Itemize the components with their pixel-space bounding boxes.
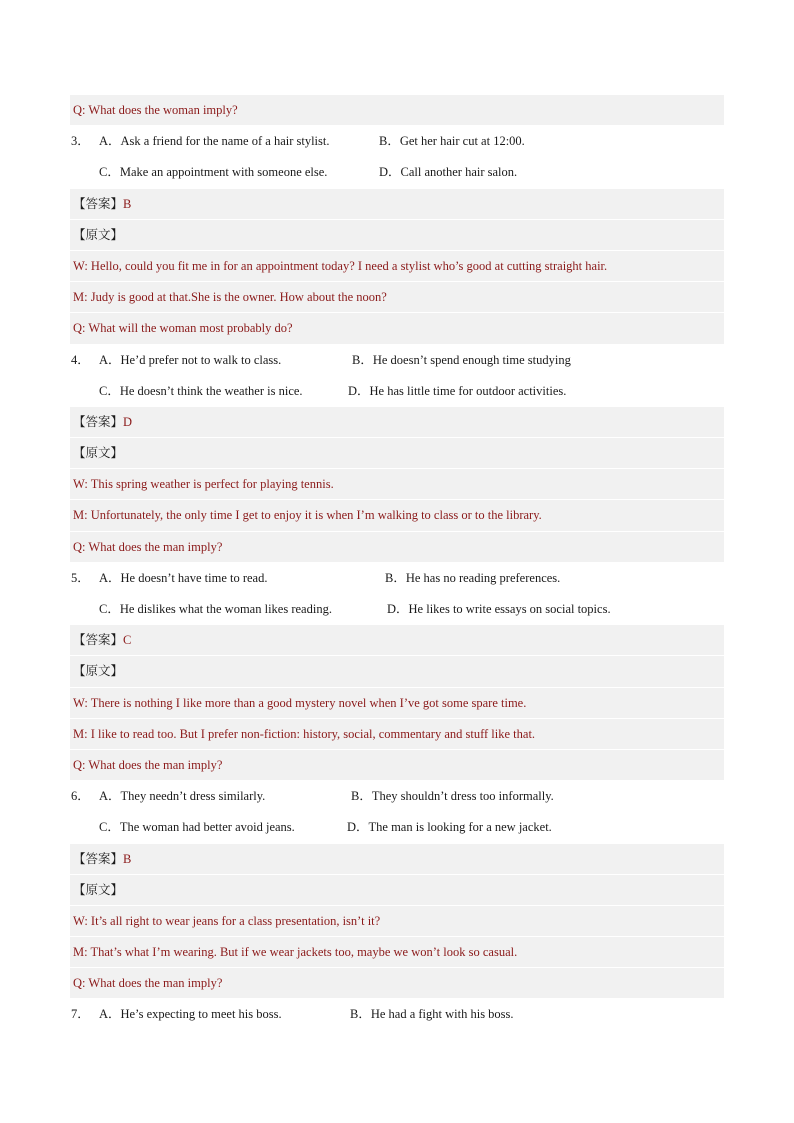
option-b: B．He has no reading preferences. <box>385 570 561 585</box>
question-number: 3． <box>71 134 90 149</box>
question-3-row-ab <box>70 126 724 157</box>
dialog-line: Q: What does the man imply? <box>70 968 724 999</box>
answer-value: B <box>123 196 132 211</box>
dialog-line: Q: What will the woman most probably do? <box>70 313 724 344</box>
answer-value: D <box>123 414 133 429</box>
question-4-row-cd <box>70 376 724 407</box>
dialog-line: Q: What does the man imply? <box>70 532 724 563</box>
document-page <box>70 95 724 1031</box>
option-a: A．They needn’t dress similarly. <box>99 789 266 804</box>
question-number: 4． <box>71 352 90 367</box>
source-label-row <box>70 875 724 906</box>
dialog-line: W: This spring weather is perfect for playing tennis. <box>70 469 724 500</box>
option-c: C．He dislikes what the woman likes reading. <box>99 602 332 616</box>
option-c: C．He doesn’t think the weather is nice. <box>99 383 303 398</box>
option-a: A．He’s expecting to meet his boss. <box>99 1007 282 1022</box>
question-6-row-ab <box>70 781 724 812</box>
option-c: C．Make an appointment with someone else. <box>99 165 328 180</box>
question-5-row-cd <box>70 594 724 625</box>
option-d: D．The man is looking for a new jacket. <box>347 820 552 835</box>
question-3-row-cd <box>70 157 724 188</box>
dialog-line: Q: What does the woman imply? <box>70 95 724 126</box>
question-number: 7． <box>71 1007 90 1022</box>
answer-label: 【答案】 <box>73 414 124 429</box>
question-6-row-cd <box>70 812 724 843</box>
source-label-row <box>70 438 724 469</box>
answer-row <box>70 625 724 656</box>
dialog-line: W: Hello, could you fit me in for an appointment today? I need a stylist who’s good at cutting straight hair. <box>70 251 724 282</box>
dialog-line: M: That’s what I’m wearing. But if we wear jackets too, maybe we won’t look so casual. <box>70 937 724 968</box>
option-a: A．Ask a friend for the name of a hair stylist. <box>99 134 330 149</box>
dialog-line: M: Judy is good at that.She is the owner. How about the noon? <box>70 282 724 313</box>
source-label: 【原文】 <box>73 882 124 897</box>
answer-label: 【答案】 <box>73 633 124 648</box>
source-label-row <box>70 656 724 687</box>
answer-value: C <box>123 633 132 648</box>
option-d: D．He likes to write essays on social topics. <box>387 602 611 616</box>
source-label: 【原文】 <box>73 664 124 679</box>
dialog-line: Q: What does the man imply? <box>70 750 724 781</box>
question-number: 6． <box>71 789 90 804</box>
option-c: C．The woman had better avoid jeans. <box>99 820 295 835</box>
option-d: D．He has little time for outdoor activities. <box>348 383 567 398</box>
option-b: B．Get her hair cut at 12:00. <box>379 134 525 149</box>
question-7-row-ab <box>70 999 724 1030</box>
dialog-line: M: Unfortunately, the only time I get to enjoy it is when I’m walking to class or to the library. <box>70 500 724 531</box>
option-a: A．He doesn’t have time to read. <box>99 570 268 585</box>
question-number: 5． <box>71 570 90 585</box>
dialog-line: W: It’s all right to wear jeans for a class presentation, isn’t it? <box>70 906 724 937</box>
option-b: B．He doesn’t spend enough time studying <box>352 352 571 367</box>
answer-label: 【答案】 <box>73 851 124 866</box>
option-a: A．He’d prefer not to walk to class. <box>99 352 282 367</box>
question-4-row-ab <box>70 345 724 376</box>
dialog-line: W: There is nothing I like more than a good mystery novel when I’ve got some spare time. <box>70 688 724 719</box>
question-5-row-ab <box>70 563 724 594</box>
answer-row <box>70 407 724 438</box>
source-label: 【原文】 <box>73 446 124 461</box>
answer-row <box>70 189 724 220</box>
answer-value: B <box>123 851 132 866</box>
source-label: 【原文】 <box>73 227 124 242</box>
source-label-row <box>70 220 724 251</box>
answer-row <box>70 844 724 875</box>
option-b: B．They shouldn’t dress too informally. <box>351 789 554 804</box>
option-b: B．He had a fight with his boss. <box>350 1007 514 1022</box>
dialog-line: M: I like to read too. But I prefer non-fiction: history, social, commentary and stuff like that. <box>70 719 724 750</box>
option-d: D．Call another hair salon. <box>379 165 518 180</box>
answer-label: 【答案】 <box>73 196 124 211</box>
